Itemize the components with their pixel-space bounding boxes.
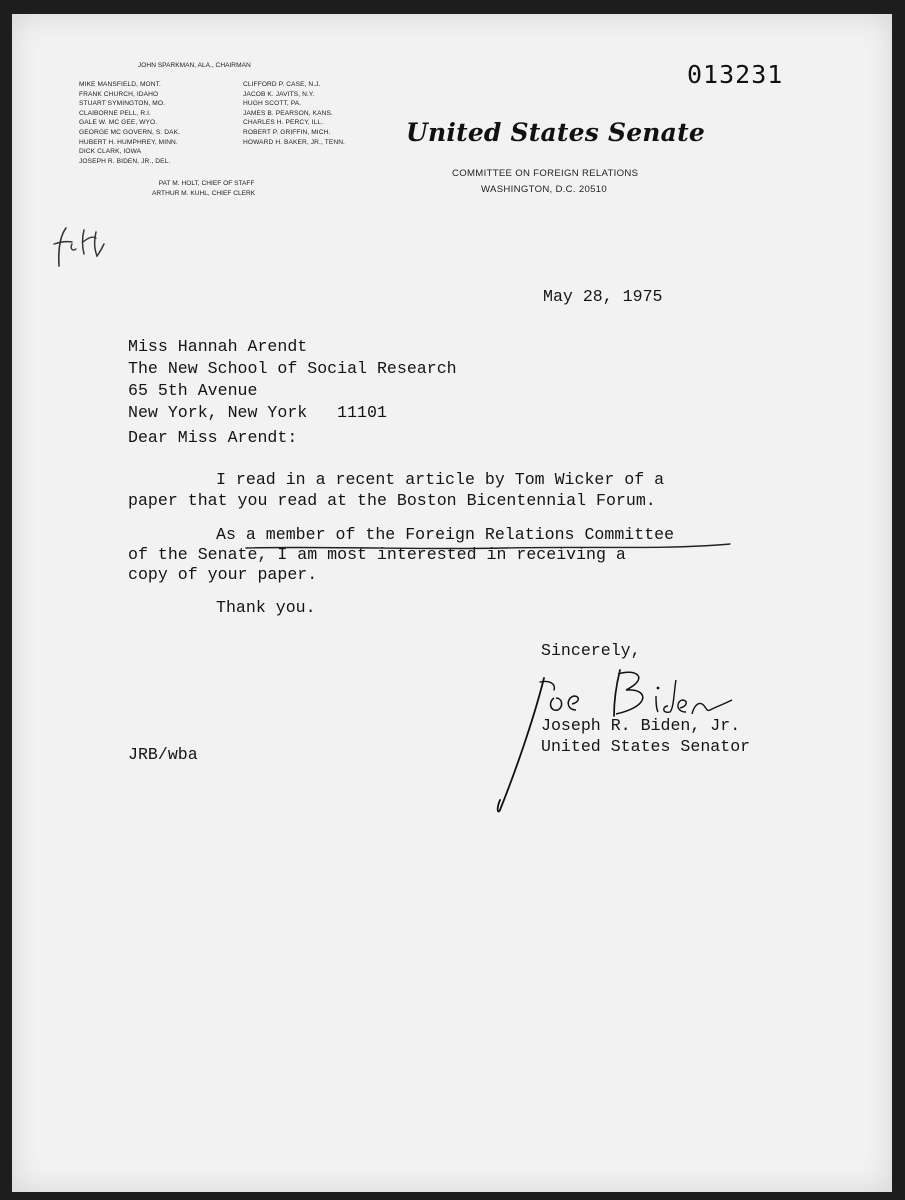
handwritten-initials-mark: [42, 222, 117, 272]
letterhead-address: WASHINGTON, D.C. 20510: [481, 184, 608, 195]
letterhead-committee: COMMITTEE ON FOREIGN RELATIONS: [452, 168, 639, 179]
recipient-line: New York, New York 11101: [128, 403, 387, 422]
committee-member: ROBERT P. GRIFFIN, MICH.: [243, 128, 331, 136]
staff-line: PAT M. HOLT, CHIEF OF STAFF: [158, 180, 255, 187]
committee-member: FRANK CHURCH, IDAHO: [79, 90, 159, 98]
committee-member: JACOB K. JAVITS, N.Y.: [243, 90, 315, 98]
letterhead-title: United States Senate: [406, 118, 705, 147]
signer-title: United States Senator: [541, 737, 751, 756]
closing: Sincerely,: [541, 641, 641, 660]
committee-members-left: [79, 80, 180, 166]
paragraph-1-line-2: paper that you read at the Boston Bicentennial Forum.: [128, 491, 656, 510]
paragraph-2-line-2: of the Senate, I am most interested in receiving a: [128, 545, 626, 564]
committee-member: DICK CLARK, IOWA: [79, 148, 142, 156]
recipient-address: [128, 336, 457, 424]
committee-member: JOSEPH R. BIDEN, JR., DEL.: [79, 157, 171, 165]
signer-name: Joseph R. Biden, Jr.: [541, 716, 741, 735]
committee-member: JAMES B. PEARSON, KANS.: [243, 109, 333, 117]
committee-member: HOWARD H. BAKER, JR., TENN.: [243, 138, 345, 146]
handwritten-signature: [480, 650, 740, 820]
committee-member: STUART SYMINGTON, MO.: [79, 100, 165, 108]
paragraph-2-line-1: As a member of the Foreign Relations Committee: [216, 525, 675, 544]
committee-chairman: JOHN SPARKMAN, ALA., CHAIRMAN: [138, 62, 251, 69]
letter-page: [12, 14, 892, 1192]
reference-initials: JRB/wba: [128, 745, 198, 764]
committee-members-right: [243, 80, 345, 147]
recipient-line: 65 5th Avenue: [128, 381, 258, 400]
letter-date: May 28, 1975: [543, 287, 663, 306]
committee-member: HUGH SCOTT, PA.: [243, 100, 302, 108]
document-number: 013231: [687, 60, 784, 89]
paragraph-1-line-1: I read in a recent article by Tom Wicker of a: [216, 470, 665, 489]
staff-line: ARTHUR M. KUHL, CHIEF CLERK: [152, 189, 256, 197]
committee-member: CLIFFORD P. CASE, N.J.: [243, 81, 321, 88]
handwritten-underline-mark: [244, 538, 734, 556]
recipient-line: Miss Hannah Arendt: [128, 337, 308, 356]
committee-member: MIKE MANSFIELD, MONT.: [79, 81, 161, 88]
recipient-line: The New School of Social Research: [128, 359, 457, 378]
committee-staff: [152, 179, 255, 198]
thank-you: Thank you.: [216, 598, 316, 617]
salutation: Dear Miss Arendt:: [128, 428, 298, 447]
committee-member: HUBERT H. HUMPHREY, MINN.: [79, 138, 178, 146]
committee-member: CHARLES H. PERCY, ILL.: [243, 119, 324, 127]
committee-member: CLAIBORNE PELL, R.I.: [79, 109, 151, 117]
committee-member: GALE W. MC GEE, WYO.: [79, 119, 158, 127]
committee-member: GEORGE MC GOVERN, S. DAK.: [79, 128, 181, 136]
paragraph-2-line-3: copy of your paper.: [128, 565, 318, 584]
